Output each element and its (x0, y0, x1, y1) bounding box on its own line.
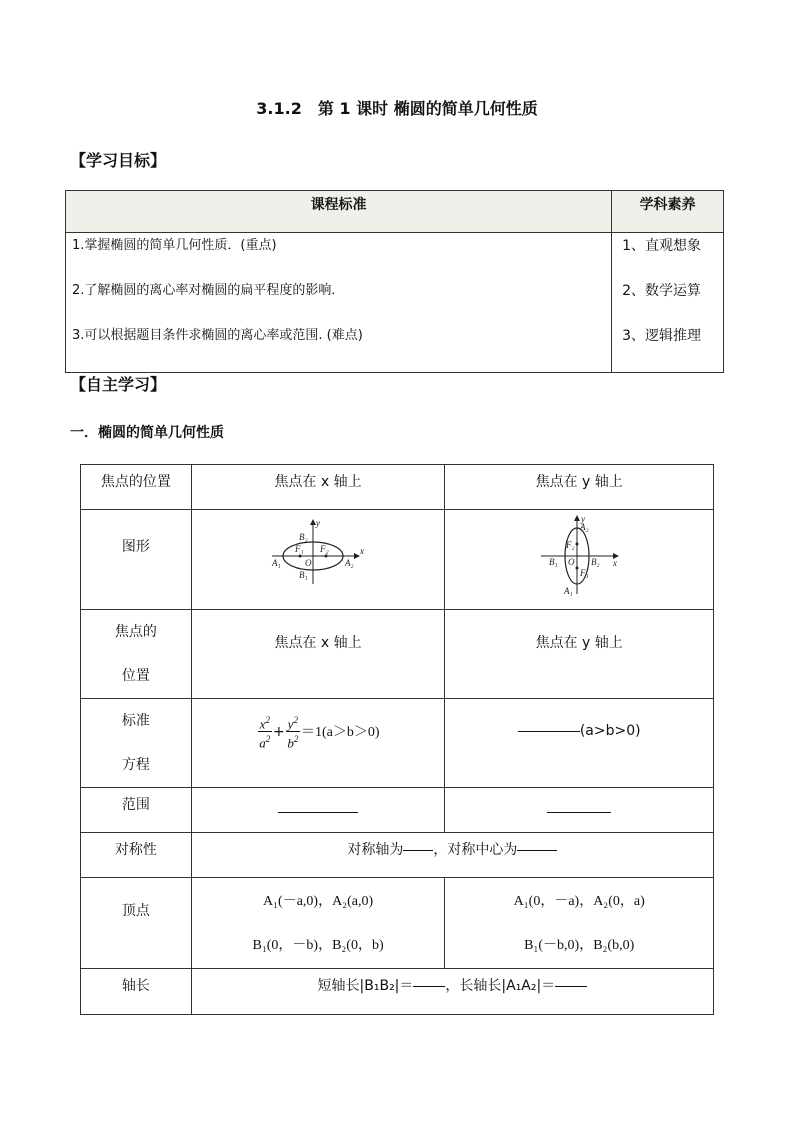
vertex-y-a: A₁(0，－a)，A₂(0，a) (513, 894, 645, 909)
symmetry-center-blank[interactable] (517, 849, 557, 851)
gy-label-y: y (581, 514, 586, 524)
standard-3: 3.可以根据题目条件求椭圆的离心率或范围. (难点) (72, 328, 363, 343)
header-y: 焦点在 y 轴上 (535, 474, 623, 490)
axis-short-blank[interactable] (413, 985, 445, 987)
vertex-label: 顶点 (121, 903, 150, 919)
range-y-blank[interactable] (547, 811, 611, 813)
gx-label-o: O (305, 558, 312, 568)
eq-label-2: 方程 (121, 757, 150, 773)
focus-x: 焦点在 x 轴上 (274, 635, 362, 651)
gx-label-f1: F₁ (295, 544, 304, 554)
gx-label-b1: B₁ (299, 570, 308, 580)
self-study-heading: 【自主学习】 (70, 375, 167, 394)
range-x-blank[interactable] (278, 811, 358, 813)
gy-label-f1: F₁ (580, 568, 589, 578)
goals-heading: 【学习目标】 (70, 151, 167, 170)
header-x: 焦点在 x 轴上 (274, 474, 362, 490)
ellipse-graph-y (539, 514, 619, 598)
gy-label-a2: A₂ (580, 522, 589, 532)
ellipse-properties-table (80, 464, 714, 1015)
focus-y: 焦点在 y 轴上 (535, 635, 623, 651)
gy-label-o: O (568, 557, 575, 567)
gy-label-b2: B₂ (591, 557, 600, 567)
vertex-x-a: A₁(－a,0)，A₂(a,0) (263, 894, 374, 909)
page-title: 3.1.2 第 1 课时 椭圆的简单几何性质 (256, 99, 538, 118)
focus-label-1: 焦点的 (114, 624, 157, 640)
literacy-2: 2、数学运算 (622, 283, 702, 299)
gy-label-a1: A₁ (564, 586, 573, 596)
literacy-header: 学科素养 (612, 191, 724, 233)
ellipse-graph-x (268, 518, 368, 588)
eq-label-1: 标准 (121, 713, 150, 729)
literacy-1: 1、直观想象 (622, 238, 702, 254)
gy-label-f2: F₂ (566, 540, 575, 550)
graph-label: 图形 (121, 539, 150, 555)
eq-x: $\frac{x^2}{a^2}$ + $\frac{y^2}{b^2}$ ＝1(a＞b＞0) (259, 715, 380, 751)
axis-long-text: ，长轴长|A₁A₂|＝ (445, 978, 556, 994)
vertex-y-b: B₁(－b,0)，B₂(b,0) (524, 938, 635, 953)
range-label: 范围 (121, 797, 150, 813)
symmetry-axis-text: 对称轴为 (347, 842, 404, 858)
eq-y-tail: (a>b>0) (579, 723, 641, 739)
focus-label-2: 位置 (121, 668, 150, 684)
section-subheading: 一．椭圆的简单几何性质 (70, 425, 224, 441)
gx-label-x: x (360, 546, 365, 556)
gx-label-f2: F₂ (320, 544, 329, 554)
gy-label-x: x (613, 558, 618, 568)
header-label: 焦点的位置 (100, 474, 171, 490)
axis-long-blank[interactable] (555, 985, 587, 987)
literacy-3: 3、逻辑推理 (622, 328, 702, 344)
gx-label-y: y (316, 518, 321, 528)
symmetry-center-text: ，对称中心为 (433, 842, 518, 858)
gx-label-a2: A₂ (345, 558, 354, 568)
gy-label-b1: B₁ (549, 557, 558, 567)
eq-x-tail: ＝1(a＞b＞0) (300, 724, 380, 740)
goals-table (65, 190, 724, 373)
axis-label: 轴长 (121, 978, 150, 994)
eq-y-blank[interactable] (518, 730, 580, 732)
gx-label-a1: A₁ (272, 558, 281, 568)
axis-short-text: 短轴长|B₁B₂|＝ (317, 978, 414, 994)
standard-1: 1.掌握椭圆的简单几何性质．(重点) (72, 238, 277, 253)
symmetry-axis-blank[interactable] (403, 849, 433, 851)
vertex-x-b: B₁(0，－b)，B₂(0，b) (252, 938, 384, 953)
symmetry-label: 对称性 (114, 842, 157, 858)
standard-2: 2.了解椭圆的离心率对椭圆的扁平程度的影响． (72, 283, 345, 298)
gx-label-b2: B₂ (299, 532, 308, 542)
standards-header: 课程标准 (66, 191, 612, 233)
